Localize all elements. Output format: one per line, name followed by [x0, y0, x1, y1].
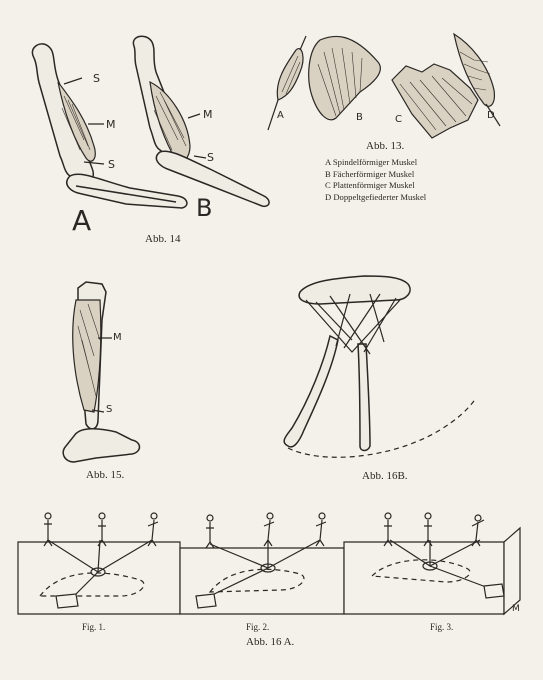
abb16a-fig3-caption: Fig. 3. — [430, 622, 454, 632]
abb13-letter-d: D — [487, 110, 495, 121]
legend-item-d: D Doppeltgefiederter Muskel — [325, 191, 427, 202]
abb14-arm-B — [133, 36, 269, 206]
abb14b-label-s: S — [207, 151, 214, 164]
abb14-caption: Abb. 14 — [145, 233, 181, 245]
abb13-caption: Abb. 13. — [366, 140, 405, 152]
abb14-label-m: M — [106, 118, 116, 131]
abb15-leg — [63, 282, 139, 462]
abb16a-fig3 — [344, 528, 520, 614]
legend-item-c: C Plattenförmiger Muskel — [325, 180, 415, 190]
abb16a-fig1-caption: Fig. 1. — [82, 622, 106, 632]
abb16b-skeleton — [284, 276, 476, 457]
abb13-letter-a: A — [277, 110, 284, 121]
abb16b-caption: Abb. 16B. — [362, 470, 408, 482]
abb13-letter-c: C — [395, 114, 402, 125]
abb14-letter-b: B — [196, 194, 213, 222]
abb16a-fig2 — [180, 540, 344, 614]
legend-item-b: B Fächerförmiger Muskel — [325, 168, 415, 179]
abb16a-label-m: M — [512, 604, 520, 614]
abb16a-fig2-caption: Fig. 2. — [246, 622, 270, 632]
abb13-legend — [325, 157, 426, 203]
abb14-label-s-lower: S — [108, 158, 115, 171]
abb14-label-s-upper: S — [93, 72, 100, 85]
abb16a-fig1 — [18, 540, 180, 614]
abb14b-label-m: M — [203, 108, 213, 121]
legend-item-a: A Spindelförmiger Muskel — [325, 157, 418, 167]
abb13-letter-b: B — [356, 112, 363, 123]
abb15-label-s: S — [106, 404, 113, 415]
abb16a-caption: Abb. 16 A. — [246, 636, 295, 648]
abb15-label-m: M — [113, 332, 122, 343]
abb13-muscle-shapes — [268, 34, 500, 138]
abb15-caption: Abb. 15. — [86, 469, 125, 481]
abb14-letter-a: A — [72, 204, 92, 237]
